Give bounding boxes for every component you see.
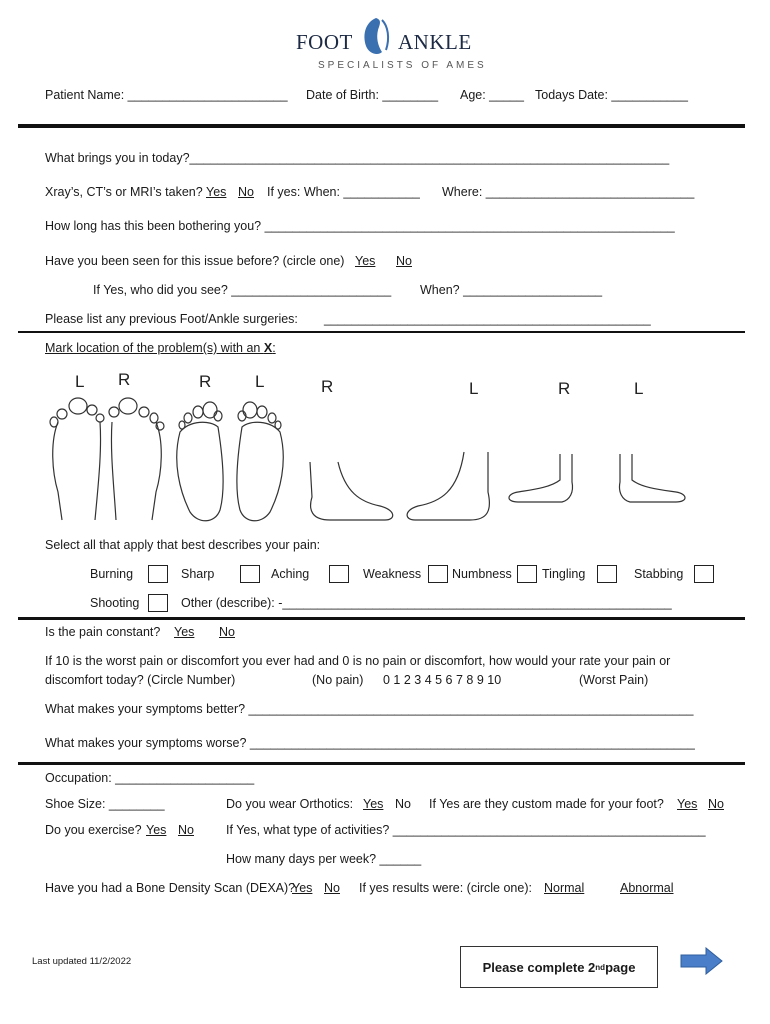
- shoe-size-field[interactable]: Shoe Size: ________: [45, 797, 165, 811]
- exercise-question: Do you exercise?: [45, 823, 142, 837]
- pain-stabbing-checkbox[interactable]: [694, 565, 714, 583]
- dexa-results-question: If yes results were: (circle one):: [359, 881, 532, 895]
- age-field[interactable]: Age: _____: [460, 88, 524, 102]
- xray-when-field[interactable]: If yes: When: ___________: [267, 185, 420, 199]
- pain-weakness-checkbox[interactable]: [428, 565, 448, 583]
- xray-where-field[interactable]: Where: ______________________________: [442, 185, 695, 199]
- logo-word-ankle: ANKLE: [398, 30, 472, 54]
- pain-other-field[interactable]: Other (describe): -________________________________________________________: [181, 596, 672, 610]
- foot-label: L: [75, 372, 85, 391]
- orthotics-no-option[interactable]: No: [395, 797, 411, 811]
- foot-angle-right: [509, 454, 573, 502]
- dexa-normal-option[interactable]: Normal: [544, 881, 585, 895]
- pain-scale-question-2: discomfort today? (Circle Number): [45, 673, 236, 687]
- occupation-field[interactable]: Occupation: ____________________: [45, 771, 255, 785]
- foot-label: R: [321, 377, 334, 396]
- pain-scale-numbers[interactable]: 0 1 2 3 4 5 6 7 8 9 10: [383, 673, 502, 687]
- last-updated: Last updated 11/2/2022: [32, 956, 132, 967]
- foot-diagram[interactable]: [40, 392, 720, 527]
- exercise-yes-option[interactable]: Yes: [146, 823, 167, 837]
- seen-before-question: Have you been seen for this issue before? (circle one): [45, 254, 345, 268]
- seen-no-option[interactable]: No: [396, 254, 412, 268]
- complete-second-page-notice: Please complete 2 nd page: [460, 946, 658, 988]
- who-did-you-see-field[interactable]: If Yes, who did you see? _______________________: [93, 283, 392, 297]
- divider: [18, 617, 745, 620]
- custom-question: If Yes are they custom made for your foot?: [429, 797, 664, 811]
- pain-numbness-label: Numbness: [452, 567, 512, 581]
- exercise-no-option[interactable]: No: [178, 823, 194, 837]
- pain-shooting-label: Shooting: [90, 596, 140, 610]
- foot-side-left: [407, 452, 489, 520]
- patient-name-field[interactable]: Patient Name: _______________________: [45, 88, 288, 102]
- divider: [18, 331, 745, 333]
- activities-field[interactable]: If Yes, what type of activities? _____________________________________________: [226, 823, 706, 837]
- symptoms-better-field[interactable]: What makes your symptoms better? ________________________________________________________________: [45, 702, 694, 716]
- foot-top-left: [50, 398, 104, 520]
- foot-label: L: [255, 372, 265, 391]
- pain-burning-checkbox[interactable]: [148, 565, 168, 583]
- pain-stabbing-label: Stabbing: [634, 567, 684, 581]
- todays-date-field[interactable]: Todays Date: ___________: [535, 88, 688, 102]
- dexa-yes-option[interactable]: Yes: [292, 881, 313, 895]
- pain-aching-label: Aching: [271, 567, 310, 581]
- custom-no-option[interactable]: No: [708, 797, 724, 811]
- foot-label: R: [118, 370, 131, 389]
- foot-sole-right: [177, 402, 223, 521]
- logo-foot-icon: [358, 16, 398, 58]
- custom-yes-option[interactable]: Yes: [677, 797, 698, 811]
- symptoms-worse-field[interactable]: What makes your symptoms worse? ________________________________________________________________: [45, 736, 695, 750]
- dexa-abnormal-option[interactable]: Abnormal: [620, 881, 674, 895]
- arrow-right-icon: [680, 947, 724, 975]
- pain-select-heading: Select all that apply that best describes your pain:: [45, 538, 321, 552]
- dob-field[interactable]: Date of Birth: ________: [306, 88, 439, 102]
- orthotics-question: Do you wear Orthotics:: [226, 797, 354, 811]
- logo-subtitle: SPECIALISTS OF AMES: [318, 60, 487, 71]
- foot-label: L: [469, 379, 479, 398]
- pain-burning-label: Burning: [90, 567, 134, 581]
- surgeries-field[interactable]: _______________________________________________: [324, 312, 651, 326]
- pain-tingling-label: Tingling: [542, 567, 586, 581]
- brings-you-in-field[interactable]: What brings you in today?_____________________________________________________________________: [45, 151, 670, 165]
- pain-tingling-checkbox[interactable]: [597, 565, 617, 583]
- seen-yes-option[interactable]: Yes: [355, 254, 376, 268]
- foot-side-right: [310, 462, 393, 520]
- constant-no-option[interactable]: No: [219, 625, 235, 639]
- pain-scale-question: If 10 is the worst pain or discomfort you ever had and 0 is no pain or discomfort, how would your rate your pain or: [45, 654, 671, 668]
- pain-shooting-checkbox[interactable]: [148, 594, 168, 612]
- foot-angle-left: [619, 454, 685, 502]
- divider: [18, 762, 745, 765]
- how-long-field[interactable]: How long has this been bothering you? ___________________________________________________________: [45, 219, 675, 233]
- pain-weakness-label: Weakness: [363, 567, 422, 581]
- pain-sharp-label: Sharp: [181, 567, 215, 581]
- mark-location-heading: Mark location of the problem(s) with an X:: [45, 341, 276, 355]
- dexa-question: Have you had a Bone Density Scan (DEXA)?: [45, 881, 296, 895]
- pain-sharp-checkbox[interactable]: [240, 565, 260, 583]
- foot-label: R: [199, 372, 212, 391]
- logo-word-foot: FOOT: [296, 30, 353, 54]
- no-pain-label: (No pain): [312, 673, 364, 687]
- xray-yes-option[interactable]: Yes: [206, 185, 227, 199]
- xray-question: Xray’s, CT’s or MRI’s taken?: [45, 185, 203, 199]
- pain-aching-checkbox[interactable]: [329, 565, 349, 583]
- dexa-no-option[interactable]: No: [324, 881, 340, 895]
- worst-pain-label: (Worst Pain): [579, 673, 649, 687]
- constant-question: Is the pain constant?: [45, 625, 161, 639]
- foot-label: L: [634, 379, 644, 398]
- foot-label: R: [558, 379, 571, 398]
- pain-numbness-checkbox[interactable]: [517, 565, 537, 583]
- foot-top-right: [109, 398, 164, 520]
- orthotics-yes-option[interactable]: Yes: [363, 797, 384, 811]
- constant-yes-option[interactable]: Yes: [174, 625, 195, 639]
- surgeries-question: Please list any previous Foot/Ankle surgeries:: [45, 312, 298, 326]
- days-per-week-field[interactable]: How many days per week? ______: [226, 852, 422, 866]
- seen-when-field[interactable]: When? ____________________: [420, 283, 603, 297]
- xray-no-option[interactable]: No: [238, 185, 254, 199]
- divider: [18, 124, 745, 128]
- foot-sole-left: [237, 402, 283, 521]
